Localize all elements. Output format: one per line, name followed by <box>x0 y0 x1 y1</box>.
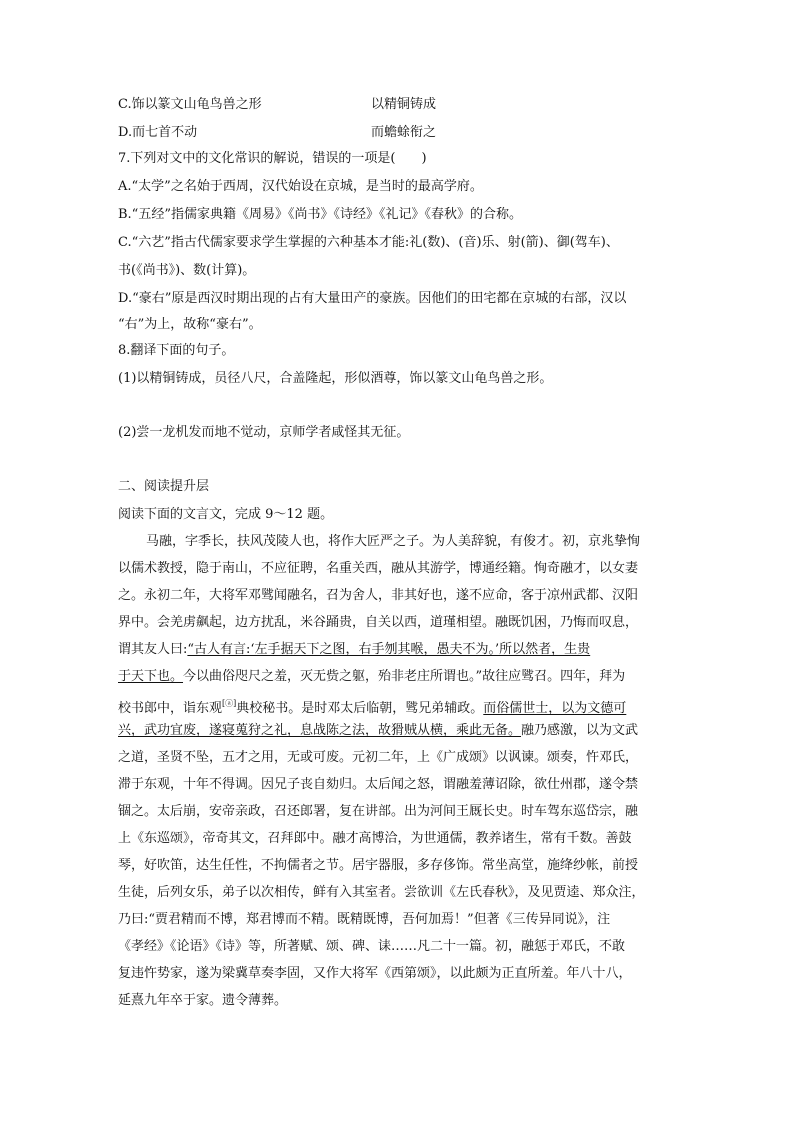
passage-line: 生徒，后列女乐，弟子以次相传，鲜有入其室者。尝欲训《左氏春秋》，及见贾逵、郑众注， <box>118 885 645 900</box>
q7-option-d-line1: D.“豪右”原是西汉时期出现的占有大量田产的豪族。因他们的田宅都在京城的右部，汉以 <box>118 291 627 306</box>
q8-stem: 8.翻译下面的句子。 <box>118 343 235 358</box>
passage-text: 谓其友人曰: <box>118 642 188 657</box>
q6-option-d <box>118 123 197 143</box>
passage-line: 滞于东观，十年不得调。因兄子丧自劾归。太后闻之怒，谓融羞薄诏除，欲仕州郡，遂令禁 <box>118 777 639 792</box>
passage-line <box>118 640 590 660</box>
underlined-sentence: 而俗儒世士，以为文德可 <box>483 701 627 716</box>
q7-option-c-line2: 书(《尚书》)、数(计算)。 <box>118 263 256 278</box>
passage-line: 锢之。太后崩，安帝亲政，召还郎署，复在讲部。出为河间王厩长史。时车驾东巡岱宗，融 <box>118 804 639 819</box>
q8-sentence-2: (2)尝一龙机发而地不觉动，京师学者咸怪其无征。 <box>118 425 410 440</box>
q8-sentence-1: (1)以精铜铸成，员径八尺，合盖隆起，形似酒尊，饰以篆文山龟鸟兽之形。 <box>118 371 553 386</box>
footnote-marker: [ⓐ] <box>222 699 237 708</box>
passage-text: 融乃感激，以为文武 <box>521 723 639 738</box>
q6-option-d-right: 而蟾蜍衔之 <box>371 125 437 140</box>
q6-option-d-left: D.而七首不动 <box>118 125 198 140</box>
q6-option-c-left: C.饰以篆文山龟鸟兽之形 <box>118 97 262 112</box>
passage-line: 复违忤势家，遂为梁冀草奏李固，又作大将军《西第颂》，以此颇为正直所羞。年八十八， <box>118 966 632 981</box>
passage-line: 之。永初二年，大将军邓骘闻融名，召为舍人，非其好也，遂不应命，客于凉州武都、汉阳 <box>118 588 639 603</box>
underlined-sentence: 于天下也。 <box>118 669 184 684</box>
passage-line: 延熹九年卒于家。遗令薄葬。 <box>118 993 288 1008</box>
section-intro: 阅读下面的文言文，完成 9～12 题。 <box>118 507 334 522</box>
passage-line: 马融，字季长，扶风茂陵人也，将作大匠严之子。为人美辞貌，有俊才。初，京兆挚恂 <box>146 534 641 549</box>
q6-option-c-right: 以精铜铸成 <box>371 97 437 112</box>
q7-option-c-line1: C.“六艺”指古代儒家要求学生掌握的六种基本才能:礼(数)、(音)乐、射(箭)、御(驾车)、 <box>118 235 619 250</box>
passage-line: 界中。会羌虏飙起，边方扰乱，米谷踊贵，自关以西，道瑾相望。融既饥困，乃悔而叹息， <box>118 615 639 630</box>
passage-line <box>118 667 625 687</box>
passage-line: 琴，好吹笛，达生任性，不拘儒者之节。居宇器服，多存侈饰。常坐高堂，施绛纱帐，前授 <box>118 858 639 873</box>
q6-option-c <box>118 95 262 115</box>
q7-stem: 7.下列对文中的文化常识的解说，错误的一项是( ) <box>118 151 427 166</box>
passage-text: 典校秘书。是时邓太后临朝，骘兄弟辅政。 <box>236 701 484 716</box>
passage-text: 校书郎中，诣东观 <box>118 701 223 716</box>
underlined-sentence: “古人有言:‘左手据天下之图，右手刎其喉，愚夫不为。’所以然者，生贵 <box>187 642 591 657</box>
passage-line: 乃曰:“贾君精而不博，郑君博而不精。既精既博，吾何加焉！”但著《三传异同说》，注 <box>118 912 611 927</box>
q7-option-a: A.“太学”之名始于西周，汉代始设在京城，是当时的最高学府。 <box>118 179 483 194</box>
underlined-sentence: 兴，武功宜废，遂寝蒐狩之礼，息战陈之法，故猾贼从横，乘此无备。 <box>118 723 522 738</box>
section-heading: 二、阅读提升层 <box>118 479 210 494</box>
passage-line: 上《东巡颂》，帝奇其文，召拜郎中。融才高博洽，为世通儒，教养诸生，常有千数。善鼓 <box>118 831 632 846</box>
q7-option-b: B.“五经”指儒家典籍《周易》《尚书》《诗经》《礼记》《春秋》的合称。 <box>118 207 522 222</box>
passage-line <box>118 721 638 741</box>
passage-text: 今以曲俗咫尺之羞，灭无赀之躯，殆非老庄所谓也。”故往应骘召。四年，拜为 <box>183 669 626 684</box>
passage-line: 以儒术教授，隐于南山，不应征聘，名重关西，融从其游学，博通经籍。恂奇融才，以女妻 <box>118 561 639 576</box>
passage-line <box>118 694 626 719</box>
passage-line: 《孝经》《论语》《诗》等，所著赋、颂、碑、诔……凡二十一篇。初，融惩于邓氏，不敢 <box>118 939 626 954</box>
q7-option-d-line2: “右”为上，故称“豪右”。 <box>118 317 262 332</box>
passage-line: 之道，圣贤不坠，五才之用，无或可废。元初二年，上《广成颂》以讽谏。颂奏，忤邓氏， <box>118 750 639 765</box>
